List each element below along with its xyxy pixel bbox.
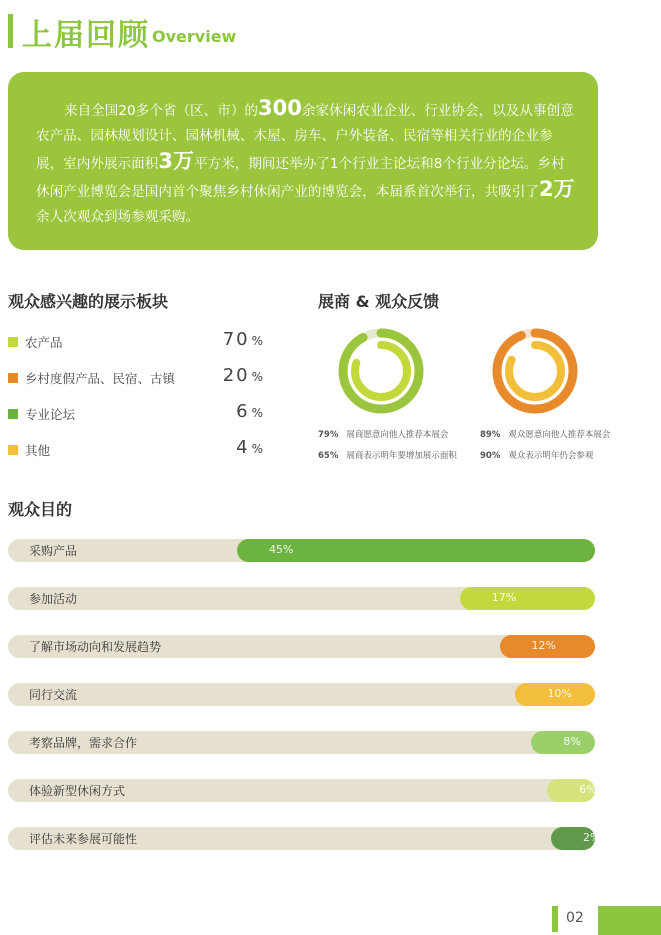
interest-label: 农产品 bbox=[25, 335, 63, 350]
purpose-bar bbox=[8, 635, 595, 658]
feedback-title: 展商 & 观众反馈 bbox=[318, 292, 440, 311]
purpose-bar-fill bbox=[547, 779, 595, 802]
purpose-label: 了解市场动向和发展趋势 bbox=[29, 640, 162, 654]
interest-label: 其他 bbox=[25, 443, 51, 458]
purpose-bar bbox=[8, 731, 595, 754]
purpose-bar-fill bbox=[500, 635, 595, 658]
feedback-line: 89% 观众愿意向他人推荐本展会 bbox=[480, 430, 611, 440]
legend-swatch bbox=[8, 373, 18, 383]
purpose-title: 观众目的 bbox=[8, 500, 73, 519]
interest-item bbox=[8, 401, 263, 424]
purpose-bar bbox=[8, 827, 601, 850]
purpose-value: 45% bbox=[268, 543, 294, 556]
interest-item bbox=[8, 329, 263, 352]
page-number-accent bbox=[552, 906, 558, 932]
purpose-bar-fill bbox=[515, 683, 595, 706]
purpose-bar bbox=[8, 587, 595, 610]
legend-swatch bbox=[8, 409, 18, 419]
intro-text-1: 来自全国20多个省（区、市）的 bbox=[64, 103, 259, 119]
exhibitor-ring-chart bbox=[336, 326, 426, 416]
legend-swatch bbox=[8, 337, 18, 347]
interest-value: 70 % bbox=[222, 329, 263, 350]
page-title: 上届回顾 bbox=[22, 18, 150, 53]
intro-number-exhibitors: 300 bbox=[258, 96, 302, 120]
interest-item bbox=[8, 437, 263, 460]
interest-value: 20 % bbox=[222, 365, 263, 386]
purpose-value: 6% bbox=[579, 783, 597, 796]
page-number: 02 bbox=[566, 910, 584, 926]
intro-text-4: 余人次观众到场参观采购。 bbox=[36, 209, 200, 225]
purpose-label: 体验新型休闲方式 bbox=[29, 784, 126, 798]
visitor-return-arc bbox=[509, 345, 561, 397]
purpose-bar-fill bbox=[460, 587, 595, 610]
intro-number-area: 3万 bbox=[158, 149, 194, 173]
purpose-bar bbox=[8, 683, 595, 706]
interest-title: 观众感兴趣的展示板块 bbox=[8, 292, 169, 311]
interest-label: 乡村度假产品、民宿、古镇 bbox=[25, 371, 176, 386]
purpose-bar bbox=[8, 779, 595, 802]
purpose-value: 8% bbox=[563, 735, 581, 748]
purpose-value: 17% bbox=[491, 591, 517, 604]
purpose-label: 评估未来参展可能性 bbox=[29, 832, 138, 846]
intro-number-visitors: 2万 bbox=[538, 177, 575, 201]
purpose-value: 2% bbox=[583, 831, 601, 844]
page-title-en: Overview bbox=[152, 27, 237, 46]
feedback-line: 90% 观众表示明年仍会参观 bbox=[480, 451, 594, 461]
purpose-value: 10% bbox=[547, 687, 572, 700]
feedback-line: 65% 展商表示明年要增加展示面积 bbox=[318, 451, 457, 461]
purpose-bar-fill bbox=[237, 539, 595, 562]
intro-text-3: 平方米，期间还举办了1个行业主论坛和8个行业分论坛。乡村休闲产业博览会是国内首个聚焦乡村休闲产业的博览会，本届系首次举行，共吸引了 bbox=[36, 156, 565, 200]
exhibitor-expand-arc bbox=[355, 345, 407, 397]
title-accent-bar bbox=[8, 14, 13, 48]
purpose-label: 考察品牌，需求合作 bbox=[29, 736, 138, 750]
interest-label: 专业论坛 bbox=[25, 407, 76, 422]
intro-text-2: 余家休闲农业企业、行业协会，以及从事创意农产品、园林规划设计、园林机械、木屋、房车、户外装备、民宿等相关行业的企业参展，室内外展示面积 bbox=[36, 103, 574, 172]
interest-value: 6 % bbox=[236, 401, 263, 422]
interest-item bbox=[8, 365, 263, 388]
intro-box bbox=[8, 72, 598, 250]
visitor-ring-chart bbox=[490, 326, 580, 416]
purpose-label: 采购产品 bbox=[29, 544, 78, 558]
footer-color-block bbox=[598, 906, 661, 935]
purpose-bar-fill bbox=[551, 827, 601, 850]
purpose-bar bbox=[8, 539, 595, 562]
feedback-line: 79% 展商愿意向他人推荐本展会 bbox=[318, 430, 449, 440]
purpose-bar-fill bbox=[531, 731, 595, 754]
purpose-label: 同行交流 bbox=[29, 688, 78, 702]
interest-value: 4 % bbox=[236, 437, 263, 458]
purpose-value: 12% bbox=[531, 639, 556, 652]
purpose-label: 参加活动 bbox=[29, 592, 78, 606]
legend-swatch bbox=[8, 445, 18, 455]
